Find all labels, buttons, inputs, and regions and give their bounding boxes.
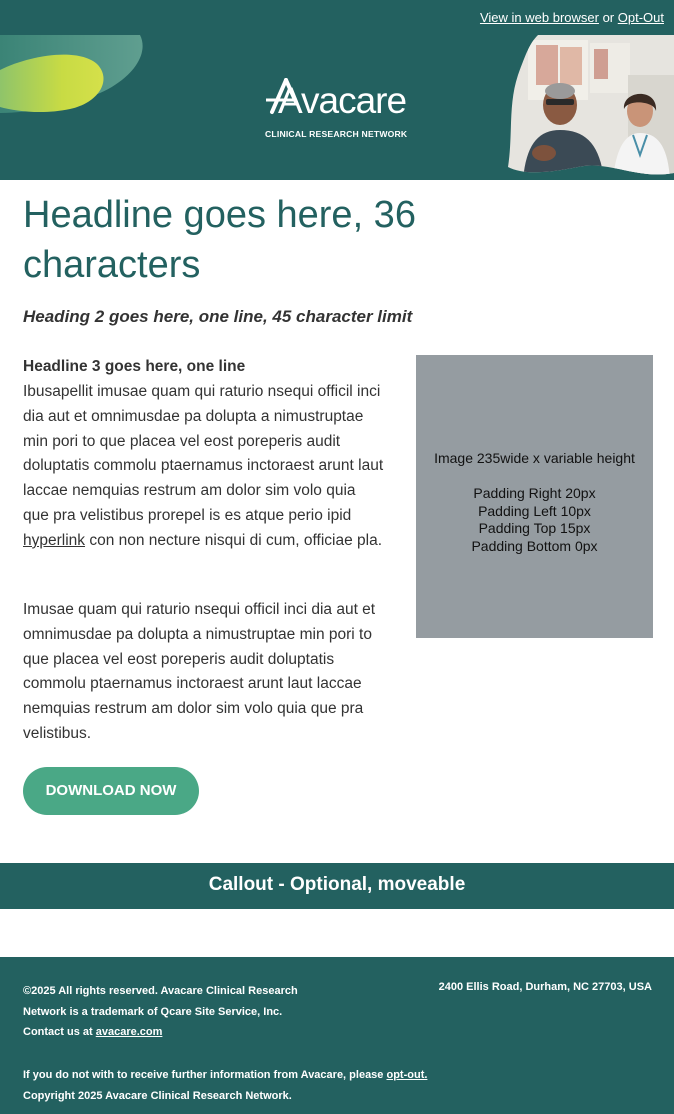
top-bar: [0, 0, 674, 35]
headline: Headline goes here, 36 characters: [23, 194, 416, 286]
image-placeholder-padding: [416, 485, 653, 555]
footer-legal: [23, 981, 313, 1043]
footer-rights-text: ©2025 All rights reserved. Avacare Clinical Research Network is a trademark of Qcare Site Service, Inc.: [23, 985, 298, 1018]
heading-2: Heading 2 goes here, one line, 45 character limit: [23, 307, 413, 326]
body-paragraph-1: [23, 380, 385, 554]
view-in-browser-link[interactable]: View in web browser: [479, 10, 599, 25]
padding-bottom-text: Padding Bottom 0px: [471, 537, 598, 554]
avacare-link[interactable]: avacare.com: [95, 1026, 163, 1038]
footer-opt-out-link[interactable]: opt-out.: [386, 1069, 428, 1081]
image-placeholder: [416, 355, 653, 638]
footer-optout-line: [23, 1065, 427, 1086]
padding-left-text: Padding Left 10px: [478, 502, 591, 519]
footer: [0, 957, 674, 1114]
para1-text-before: Ibusapellit imusae quam qui raturio nsequi officil inci dia aut et omnimusdae pa dolupta a nimustruptae min pori to que placea vel eost poreperis audit doluptatis commolu ptaernamus inctoraest arunt laut laccae nemquias restrum am dolor sim volo quia que pra velistibus prorepel is es atque perio ipid: [23, 383, 384, 524]
doctor-patient-photo: [508, 35, 674, 180]
body-paragraph-2: Imusae quam qui raturio nsequi officil inci dia aut et omnimusdae pa dolupta a nimustruptae min pori to que placea vel eost poreperis audit doluptatis commolu ptaernamus inctoraest arunt laut laccae nemquias restrum am dolor sim volo quia que pra velistibus.: [23, 601, 376, 742]
footer-optout: [23, 1065, 427, 1106]
opt-out-link[interactable]: Opt-Out: [617, 10, 664, 25]
avacare-logo[interactable]: [264, 78, 414, 142]
callout-banner: Callout - Optional, moveable: [0, 863, 674, 909]
footer-optout-prefix: If you do not with to receive further information from Avacare, please: [23, 1069, 387, 1081]
padding-top-text: Padding Top 15px: [478, 520, 591, 536]
heading-3: Headline 3 goes here, one line: [23, 358, 246, 375]
image-placeholder-size: Image 235wide x variable height: [434, 450, 635, 466]
footer-contact-prefix: Contact us at: [23, 1026, 96, 1038]
footer-contact: [23, 1022, 313, 1043]
footer-copyright: Copyright 2025 Avacare Clinical Research Network.: [23, 1089, 292, 1102]
para1-text-after: con non necture nisqui di cum, officiae pla.: [85, 531, 383, 549]
topbar-separator: or: [598, 10, 618, 25]
hero-header: [0, 35, 674, 180]
download-now-button[interactable]: DOWNLOAD NOW: [23, 767, 199, 815]
hyperlink[interactable]: hyperlink: [23, 531, 86, 549]
logo-subtitle: CLINICAL RESEARCH NETWORK: [265, 129, 408, 139]
footer-address: 2400 Ellis Road, Durham, NC 27703, USA: [438, 981, 652, 993]
logo-wordmark: Avacare: [278, 80, 407, 121]
padding-right-text: Padding Right 20px: [473, 485, 596, 501]
topbar-links: [480, 10, 664, 25]
